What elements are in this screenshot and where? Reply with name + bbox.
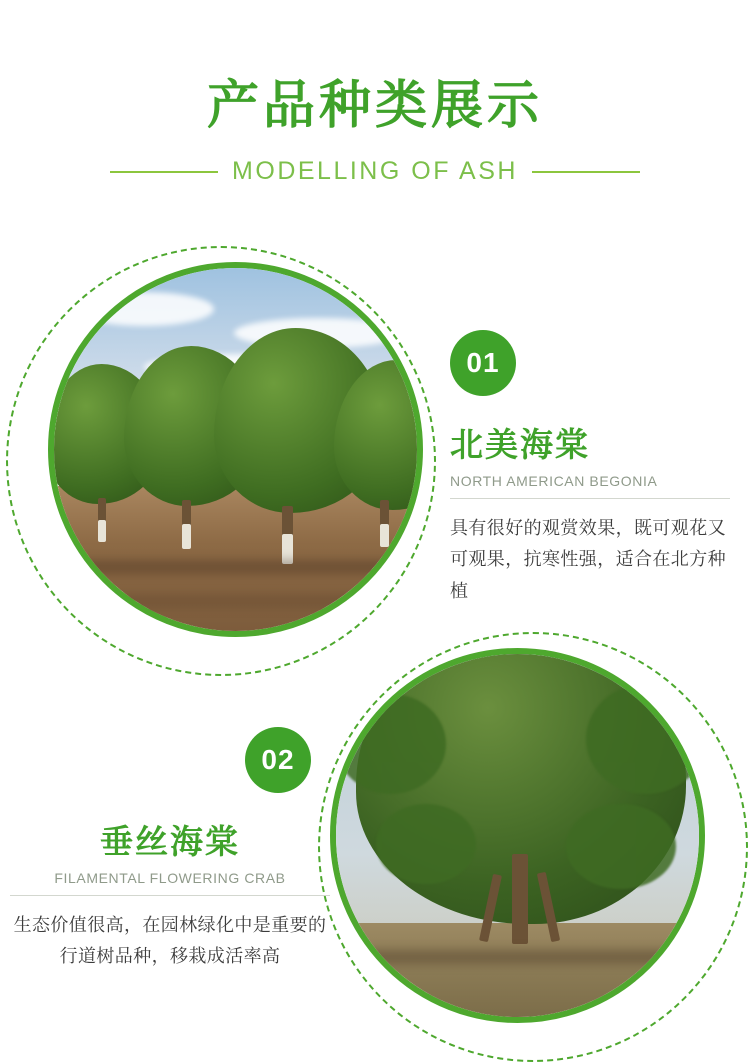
item-description-2: 生态价值很高，在园林绿化中是重要的行道树品种，移栽成活率高 xyxy=(13,914,327,967)
ground-shadow xyxy=(54,560,417,574)
tree-trunk-whitewash xyxy=(380,524,389,547)
ground-shadow xyxy=(336,950,699,964)
item-title-en-1: NORTH AMERICAN BEGONIA xyxy=(450,473,730,499)
tree-foliage xyxy=(566,804,676,889)
page-title: 产品种类展示 xyxy=(206,77,543,135)
product-photo-2 xyxy=(330,648,705,1023)
item-text-block-1 xyxy=(450,425,730,625)
subtitle-row xyxy=(0,157,750,186)
item-text-block-2 xyxy=(10,822,330,991)
photo-1-scene xyxy=(54,268,417,631)
tree-trunk-whitewash xyxy=(98,520,106,542)
item-title-cn-1: 北美海棠 xyxy=(450,426,590,463)
tree-foliage xyxy=(376,804,476,884)
tree-foliage xyxy=(336,694,446,794)
item-number-badge-2: 02 xyxy=(245,727,311,793)
page-subtitle: MODELLING OF ASH xyxy=(232,157,518,186)
cloud-icon xyxy=(74,292,214,326)
orchard-ground xyxy=(54,486,417,631)
item-description-1: 具有很好的观赏效果，既可观花又可观果，抗寒性强，适合在北方种植 xyxy=(450,517,726,601)
divider-right xyxy=(532,171,640,173)
item-number-badge-1: 01 xyxy=(450,330,516,396)
item-title-en-2: FILAMENTAL FLOWERING CRAB xyxy=(10,870,330,896)
page-header xyxy=(0,0,750,186)
divider-left xyxy=(110,171,218,173)
photo-2-scene xyxy=(336,654,699,1017)
tree-trunk-whitewash xyxy=(182,524,191,549)
tree-trunk xyxy=(512,854,528,944)
item-title-cn-2: 垂丝海棠 xyxy=(100,823,240,860)
ground-shadow xyxy=(54,594,417,608)
product-photo-1 xyxy=(48,262,423,637)
tree-foliage xyxy=(586,684,705,794)
